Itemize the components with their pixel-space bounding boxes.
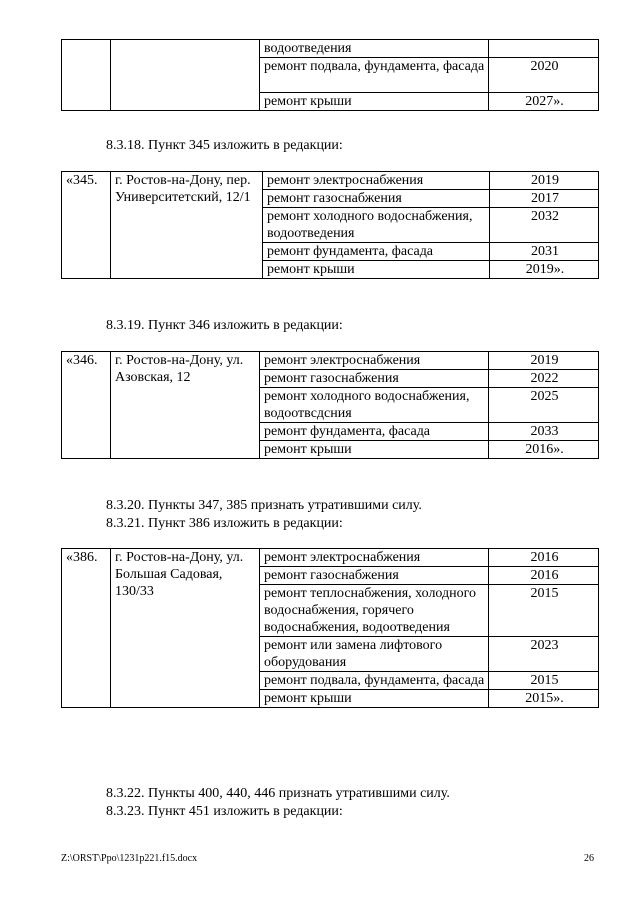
address-cell: г. Ростов-на-Дону, ул. Азовская, 12 (111, 352, 260, 459)
year-cell: 2033 (489, 423, 599, 441)
work-cell: ремонт подвала, фундамента, фасада (260, 58, 489, 93)
year-cell: 2016 (489, 567, 599, 585)
number-cell (62, 40, 111, 111)
table-item-345 (61, 171, 599, 279)
year-cell: 2031 (490, 243, 599, 261)
year-cell: 2016». (489, 441, 599, 459)
year-cell: 2027». (489, 93, 599, 111)
year-cell: 2015 (489, 585, 599, 637)
address-cell: г. Ростов-на-Дону, пер. Университетский, 12/1 (111, 172, 263, 279)
paragraph-8-3-22: 8.3.22. Пункты 400, 440, 446 признать утратившими силу. (106, 786, 450, 801)
work-cell: ремонт газоснабжения (260, 370, 489, 388)
work-cell: ремонт теплоснабжения, холодного водоснабжения, горячего водоснабжения, водоотведения (260, 585, 489, 637)
work-cell: ремонт или замена лифтового оборудования (260, 637, 489, 672)
work-cell: ремонт крыши (260, 93, 489, 111)
work-cell: ремонт крыши (260, 690, 489, 708)
address-cell: г. Ростов-на-Дону, ул. Большая Садовая, 130/33 (111, 549, 260, 708)
work-cell: ремонт газоснабжения (260, 567, 489, 585)
table-row (62, 549, 599, 567)
number-cell: «345. (62, 172, 111, 279)
work-cell: ремонт подвала, фундамента, фасада (260, 672, 489, 690)
work-cell: водоотведения (260, 40, 489, 58)
page-number: 26 (584, 853, 594, 864)
number-cell: «346. (62, 352, 111, 459)
year-cell: 2025 (489, 388, 599, 423)
footer-file-path: Z:\ORST\Ppo\1231p221.f15.docx (61, 853, 198, 864)
year-cell: 2022 (489, 370, 599, 388)
year-cell: 2015». (489, 690, 599, 708)
paragraph-8-3-21: 8.3.21. Пункт 386 изложить в редакции: (106, 516, 343, 531)
paragraph-8-3-18: 8.3.18. Пункт 345 изложить в редакции: (106, 138, 343, 153)
table-continuation (61, 39, 599, 111)
table-row (62, 352, 599, 370)
year-cell: 2019 (489, 352, 599, 370)
year-cell: 2019». (490, 261, 599, 279)
work-cell: ремонт фундамента, фасада (260, 423, 489, 441)
work-cell: ремонт электроснабжения (263, 172, 490, 190)
work-cell: ремонт крыши (263, 261, 490, 279)
work-cell: ремонт холодного водоснабжения, водоотвсдсния (260, 388, 489, 423)
year-cell: 2020 (489, 58, 599, 93)
work-cell: ремонт электроснабжения (260, 549, 489, 567)
table-row (62, 172, 599, 190)
table-row (62, 40, 599, 58)
paragraph-8-3-19: 8.3.19. Пункт 346 изложить в редакции: (106, 318, 343, 333)
year-cell (489, 40, 599, 58)
year-cell: 2023 (489, 637, 599, 672)
work-cell: ремонт фундамента, фасада (263, 243, 490, 261)
table-item-346 (61, 351, 599, 459)
paragraph-8-3-20: 8.3.20. Пункты 347, 385 признать утратившими силу. (106, 498, 422, 513)
number-cell: «386. (62, 549, 111, 708)
table-item-386 (61, 548, 599, 708)
address-cell (111, 40, 260, 111)
work-cell: ремонт крыши (260, 441, 489, 459)
year-cell: 2015 (489, 672, 599, 690)
year-cell: 2019 (490, 172, 599, 190)
work-cell: ремонт холодного водоснабжения, водоотведения (263, 208, 490, 243)
work-cell: ремонт электроснабжения (260, 352, 489, 370)
year-cell: 2016 (489, 549, 599, 567)
year-cell: 2017 (490, 190, 599, 208)
year-cell: 2032 (490, 208, 599, 243)
work-cell: ремонт газоснабжения (263, 190, 490, 208)
paragraph-8-3-23: 8.3.23. Пункт 451 изложить в редакции: (106, 804, 343, 819)
